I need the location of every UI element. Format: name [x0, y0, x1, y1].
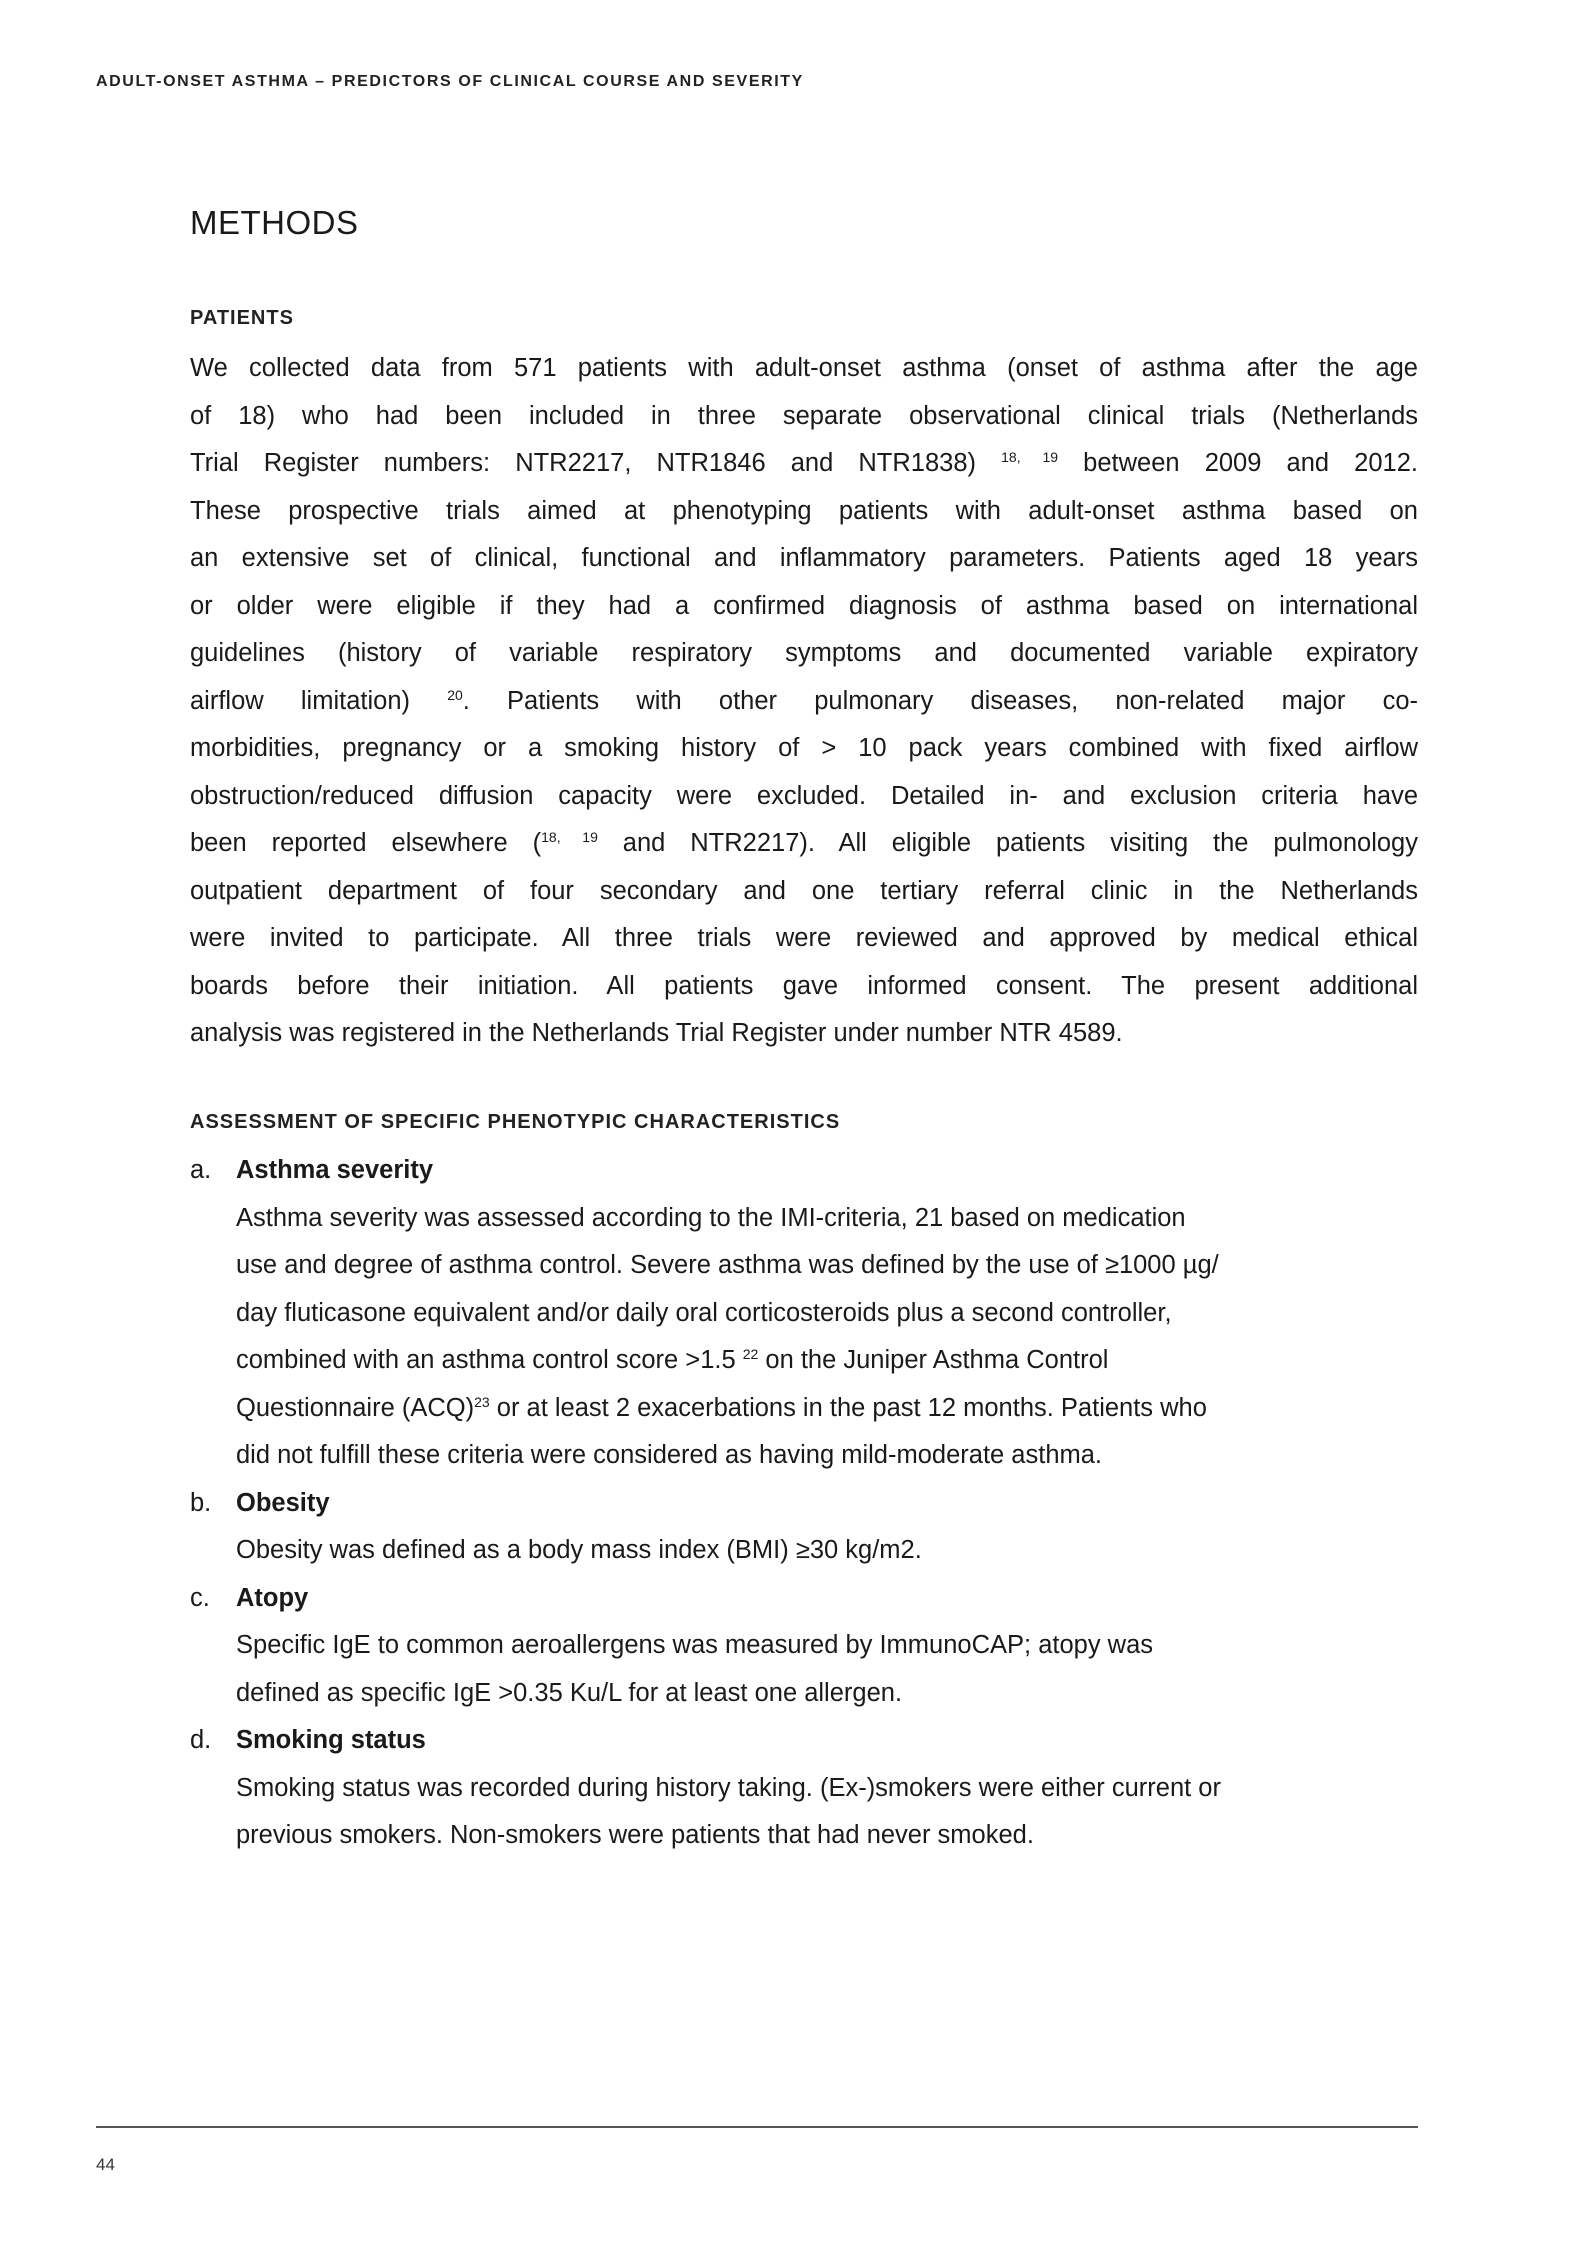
text-line: of 18) who had been included in three separate observational clinical trials (Netherlands: [190, 401, 1418, 430]
text-line: were invited to participate. All three trials were reviewed and approved by medical ethical: [190, 924, 1418, 952]
list-item: [190, 1717, 1420, 1860]
patients-heading: PATIENTS: [190, 307, 294, 329]
list-item-header: [190, 1575, 1420, 1623]
section-title: METHODS: [190, 204, 359, 241]
list-item-header: [190, 1717, 1420, 1765]
text-line: an extensive set of clinical, functional and inflammatory parameters. Patients aged 18 years: [190, 544, 1418, 572]
list-item-title: Smoking status: [236, 1726, 426, 1754]
list-item: [190, 1147, 1420, 1480]
list-item-body: [236, 1527, 1420, 1575]
list-item-letter: b.: [190, 1488, 212, 1517]
list-item-letter: a.: [190, 1156, 212, 1184]
footer-rule: [96, 2126, 1418, 2128]
list-item-header: [190, 1480, 1420, 1528]
text-line: use and degree of asthma control. Severe asthma was defined by the use of ≥1000 µg/: [236, 1251, 1219, 1279]
text-line: outpatient department of four secondary and one tertiary referral clinic in the Netherlands: [190, 876, 1418, 905]
text-line: previous smokers. Non-smokers were patients that had never smoked.: [236, 1821, 1034, 1849]
text-line: Smoking status was recorded during history taking. (Ex-)smokers were either current or: [236, 1773, 1221, 1802]
citation-superscript: 18, 19: [541, 829, 598, 845]
text-line: combined with an asthma control score >1.5 $^{22}$ on the Juniper Asthma Control: [236, 1346, 1109, 1374]
list-item: [190, 1575, 1420, 1718]
list-item-header: [190, 1147, 1420, 1195]
citation-superscript: 18, 19: [1001, 449, 1059, 465]
text-line: These prospective trials aimed at phenotyping patients with adult-onset asthma based on: [190, 496, 1418, 525]
list-item-body: [236, 1195, 1420, 1480]
assessment-heading: ASSESSMENT OF SPECIFIC PHENOTYPIC CHARACTERISTICS: [190, 1111, 841, 1133]
text-line: day fluticasone equivalent and/or daily oral corticosteroids plus a second controller,: [236, 1298, 1172, 1327]
citation-superscript: 20: [447, 686, 463, 703]
text-line: Obesity was defined as a body mass index (BMI) ≥30 kg/m2.: [236, 1536, 922, 1564]
running-head: ADULT-ONSET ASTHMA – PREDICTORS OF CLINICAL COURSE AND SEVERITY: [96, 73, 804, 90]
list-item-body: [236, 1765, 1420, 1860]
text-line: defined as specific IgE >0.35 Ku/L for at least one allergen.: [236, 1678, 903, 1707]
citation-superscript: 22: [742, 1346, 759, 1362]
text-line: Questionnaire (ACQ)$^{23}$ or at least 2 exacerbations in the past 12 months. Patients who: [236, 1393, 1207, 1422]
list-item-letter: c.: [190, 1583, 210, 1612]
text-line: Specific IgE to common aeroallergens was measured by ImmunoCAP; atopy was: [236, 1631, 1154, 1659]
text-line: Asthma severity was assessed according to the IMI-criteria, 21 based on medication: [236, 1203, 1186, 1232]
text-line: Trial Register numbers: NTR2217, NTR1846 and NTR1838) $^{18, 19}$ between 2009 and 2012.: [190, 449, 1418, 477]
list-item-body: [236, 1622, 1420, 1717]
text-line: been reported elsewhere ($^{18, 19}$ and NTR2217). All eligible patients visiting the pulmonology: [190, 829, 1418, 857]
citation-superscript: 23: [474, 1393, 490, 1410]
list-item: [190, 1480, 1420, 1575]
text-line: morbidities, pregnancy or a smoking history of > 10 pack years combined with fixed airflow: [190, 734, 1418, 762]
patients-paragraph: [190, 345, 1418, 1058]
text-line: guidelines (history of variable respiratory symptoms and documented variable expiratory: [190, 639, 1418, 667]
text-line: boards before their initiation. All patients gave informed consent. The present additional: [190, 971, 1418, 1000]
text-line: airflow limitation) $^{20}$. Patients with other pulmonary diseases, non-related major co-: [190, 686, 1418, 715]
assessment-list: [190, 1147, 1420, 1860]
page-number: 44: [96, 2155, 115, 2174]
text-line: obstruction/reduced diffusion capacity were excluded. Detailed in- and exclusion criteria have: [190, 781, 1418, 810]
text-line: We collected data from 571 patients with adult-onset asthma (onset of asthma after the age: [190, 354, 1418, 382]
text-line: analysis was registered in the Netherlands Trial Register under number NTR 4589.: [190, 1019, 1123, 1047]
text-line: or older were eligible if they had a confirmed diagnosis of asthma based on international: [190, 591, 1418, 620]
text-line: did not fulfill these criteria were considered as having mild-moderate asthma.: [236, 1441, 1103, 1469]
list-item-letter: d.: [190, 1726, 212, 1754]
list-item-title: Atopy: [236, 1583, 309, 1612]
list-item-title: Asthma severity: [236, 1156, 434, 1184]
list-item-title: Obesity: [236, 1488, 330, 1517]
